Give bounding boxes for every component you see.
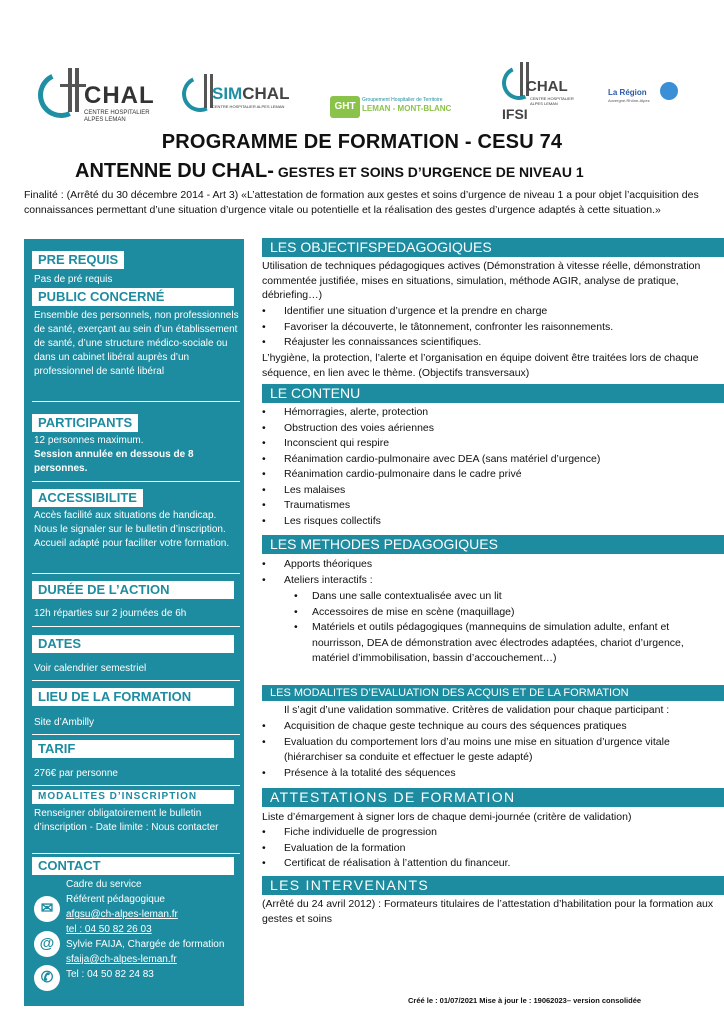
list-item: • Certificat de réalisation à l’attention du financeur. (262, 856, 720, 872)
list-item: • Evaluation du comportement lors d’au moins une mise en situation d’urgence vitale (hiérarchiser sa conduite et effectuer le geste adapté) (262, 735, 720, 766)
simchal-logo (182, 74, 302, 114)
attestations-heading: ATTESTATIONS DE FORMATION (262, 788, 724, 807)
list-item: • Réajuster les connaissances scientifiques. (262, 335, 720, 351)
ifsi-logo (502, 62, 582, 126)
methodes-sublist (286, 589, 720, 667)
methodes-heading: LES METHODES PEDAGOGIQUES (262, 535, 724, 554)
ght-badge: GHT (330, 96, 360, 118)
intervenants-text: (Arrêté du 24 avril 2012) : Formateurs titulaires de l’attestation d’habilitation pour la formation aux gestes et soins (262, 898, 714, 925)
contact-email2-link[interactable]: sfaija@ch-alpes-leman.fr (66, 954, 177, 965)
subtitle-main: ANTENNE DU CHAL- (75, 160, 274, 182)
contact-person2: Sylvie FAIJA, Chargée de formation (66, 939, 225, 950)
accessibilite-heading: ACCESSIBILITE (32, 489, 143, 507)
divider (32, 785, 240, 786)
page-subtitle (75, 160, 584, 183)
contenu-heading: LE CONTENU (262, 384, 724, 403)
divider (32, 573, 240, 574)
divider (32, 734, 240, 735)
list-item: • Présence à la totalité des séquences (262, 766, 720, 782)
subtitle-detail: GESTES ET SOINS D’URGENCE DE NIVEAU 1 (277, 164, 584, 180)
region-mark-icon (660, 82, 678, 100)
divider (32, 853, 240, 854)
ght-line2: LEMAN - MONT-BLANC (362, 104, 452, 113)
list-item: • Réanimation cardio-pulmonaire avec DEA (sans matériel d’urgence) (262, 452, 720, 468)
participants-heading: PARTICIPANTS (32, 414, 138, 432)
list-item: • Evaluation de la formation (262, 841, 720, 857)
at-icon: @ (34, 931, 60, 957)
contact-phone2: Tel : 04 50 82 24 83 (66, 969, 154, 980)
methodes-list (262, 557, 720, 588)
public-text: Ensemble des personnels, non professionnels de santé, exerçant au sein d’un établissement de santé, d’une structure médico-sociale ou dans un cabinet libéral auprès d’un professionnel de santé libéral (34, 310, 239, 377)
region-line2: Auvergne-Rhône-Alpes (608, 98, 650, 103)
intervenants-heading: LES INTERVENANTS (262, 876, 724, 895)
evaluation-heading: LES MODALITES D’EVALUATION DES ACQUIS ET DE LA FORMATION (262, 685, 724, 701)
region-logo (608, 82, 688, 108)
ifsi-logo-name: CHAL (526, 78, 568, 95)
simchal-logo-name: SIMCHAL (212, 84, 290, 103)
objectifs-heading: LES OBJECTIFSPEDAGOGIQUES (262, 238, 724, 257)
prerequis-heading: PRE REQUIS (32, 251, 124, 269)
tarif-text: 276€ par personne (34, 768, 118, 779)
list-item: • Les risques collectifs (262, 514, 720, 530)
modalites-inscription-text: Renseigner obligatoirement le bulletin d’inscription - Date limite : Nous contacter (34, 808, 219, 833)
evaluation-intro: Il s’agit d’une validation sommative. Critères de validation pour chaque participant : (284, 704, 670, 716)
list-item: • Fiche individuelle de progression (262, 825, 720, 841)
list-item: • Matériels et outils pédagogiques (mannequins de simulation adulte, enfant et nourrisson, DEA de démonstration avec électrodes adaptées, chariot d’urgence, matériel d’immobilisation, bassin d’accouchement…) (286, 620, 720, 667)
divider (32, 481, 240, 482)
logo-row (0, 60, 724, 130)
ifsi-logo-sub: CENTRE HOSPITALIER ALPES LEMAN (530, 96, 574, 106)
page-title: PROGRAMME DE FORMATION - CESU 74 (161, 131, 563, 153)
contact-role2: Référent pédagogique (66, 894, 165, 905)
objectifs-list (262, 304, 720, 351)
chal-logo-name: CHAL (84, 82, 155, 109)
contact-role1: Cadre du service (66, 879, 142, 890)
tarif-heading: TARIF (32, 740, 234, 758)
envelope-icon: ✉ (34, 896, 60, 922)
divider (32, 401, 240, 402)
contenu-list (262, 405, 720, 529)
attestations-intro: Liste d’émargement à signer lors de chaque demi-journée (critère de validation) (262, 811, 632, 823)
lieu-text: Site d’Ambilly (34, 717, 95, 728)
accessibilite-text: Accès facilité aux situations de handicap. Nous le signaler sur le bulletin d’inscription. Accueil adapté pour faciliter votre formation. (34, 510, 230, 549)
chal-logo (38, 68, 158, 130)
lieu-heading: LIEU DE LA FORMATION (32, 688, 234, 706)
list-item: • Accessoires de mise en scène (maquillage) (286, 605, 720, 621)
modalites-inscription-heading: MODALITES D’INSCRIPTION (32, 790, 234, 804)
attestations-list (262, 825, 720, 872)
duree-text: 12h réparties sur 2 journées de 6h (34, 608, 187, 619)
prerequis-text: Pas de pré requis (34, 274, 113, 285)
finalite-text: Finalité : (Arrêté du 30 décembre 2014 - Art 3) «L’attestation de formation aux gestes et soins d’urgence de niveau 1 a pour objet l’acquisition des connaissances permettant d’une situation d’urgence vitale ou potentielle et la réalisation des gestes d’urgence adaptés à cette situation.» (24, 189, 699, 216)
list-item: • Ateliers interactifs : (262, 573, 720, 589)
divider (32, 626, 240, 627)
objectifs-outro: L’hygiène, la protection, l’alerte et l’organisation en équipe doivent être traitées lors de chaque séquence, en lien avec le thème. (Objectifs transversaux) (262, 352, 699, 379)
list-item: • Réanimation cardio-pulmonaire dans le cadre privé (262, 467, 720, 483)
contact-phone1-link[interactable]: tel : 04 50 82 26 03 (66, 924, 152, 935)
list-item: • Acquisition de chaque geste technique au cours des séquences pratiques (262, 719, 720, 735)
info-sidebar (24, 239, 244, 1006)
simchal-logo-sub: CENTRE HOSPITALIER ALPES LEMAN (212, 104, 285, 109)
list-item: • Les malaises (262, 483, 720, 499)
chal-logo-sub: CENTRE HOSPITALIER ALPES LEMAN (84, 110, 150, 123)
objectifs-intro: Utilisation de techniques pédagogiques actives (Démonstration à vitesse réelle, démonstration commentée justifiée, mises en situations, simulation, méthode AGIR, analyse de pratique, débriefing…) (262, 260, 701, 301)
phone-icon: ✆ (34, 965, 60, 991)
contact-heading: CONTACT (32, 857, 234, 875)
list-item: • Identifier une situation d’urgence et la prendre en charge (262, 304, 720, 320)
contact-email1-link[interactable]: afgsu@ch-alpes-leman.fr (66, 909, 178, 920)
public-heading: PUBLIC CONCERNÉ (32, 288, 234, 306)
list-item: • Dans une salle contextualisée avec un lit (286, 589, 720, 605)
list-item: • Hémorragies, alerte, protection (262, 405, 720, 421)
footer-version: Créé le : 01/07/2021 Mise à jour le : 19062023– version consolidée (408, 996, 642, 1005)
dates-text: Voir calendrier semestriel (34, 663, 147, 674)
evaluation-list (262, 719, 720, 781)
ifsi-label: IFSI (502, 106, 528, 122)
region-line1: La Région (608, 88, 647, 97)
duree-heading: DURÉE DE L’ACTION (32, 581, 234, 599)
divider (32, 680, 240, 681)
ght-logo (330, 96, 470, 122)
list-item: • Obstruction des voies aériennes (262, 421, 720, 437)
participants-line2: Session annulée en dessous de 8 personnes. (34, 449, 194, 474)
list-item: • Apports théoriques (262, 557, 720, 573)
list-item: • Traumatismes (262, 498, 720, 514)
list-item: • Favoriser la découverte, le tâtonnement, confronter les raisonnements. (262, 320, 720, 336)
ght-line1: Groupement Hospitalier de Territoire (362, 97, 443, 103)
dates-heading: DATES (32, 635, 234, 653)
participants-line1: 12 personnes maximum. (34, 435, 144, 446)
list-item: • Inconscient qui respire (262, 436, 720, 452)
